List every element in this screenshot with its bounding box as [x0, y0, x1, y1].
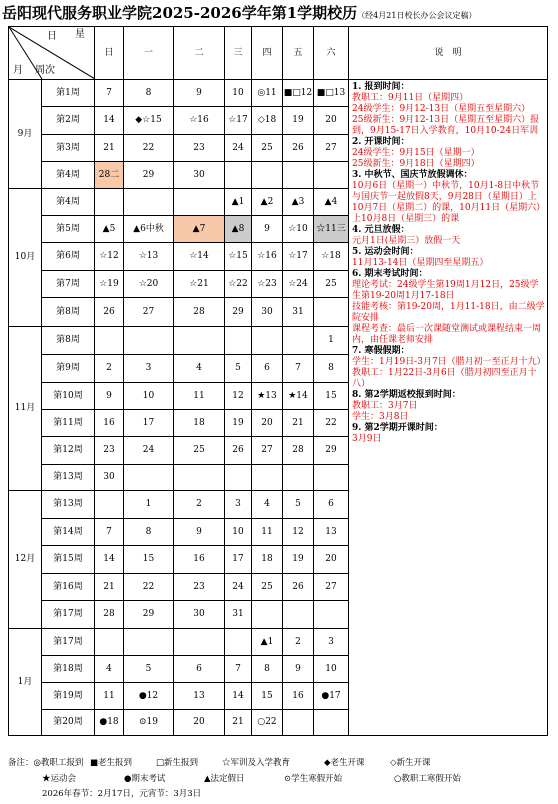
header-day-mon: 一 — [124, 27, 174, 80]
week-label: 第5周 — [42, 216, 95, 243]
day-cell — [283, 710, 314, 736]
day-cell: 10 — [225, 80, 252, 107]
day-cell: 3 — [225, 491, 252, 519]
day-cell: ☆20 — [124, 271, 174, 298]
day-cell: 21 — [95, 135, 124, 162]
calendar-table — [8, 26, 548, 736]
week-label: 第15周 — [42, 546, 95, 574]
day-cell: 29 — [225, 298, 252, 327]
day-cell: ☆16 — [252, 243, 283, 271]
day-cell — [174, 327, 225, 355]
day-cell: 30 — [174, 601, 225, 629]
week-label: 第2周 — [42, 107, 95, 135]
note-line: 10月6日（星期一）中秋节，10月1-8日中秋节与国庆节一起放假8天，9月28日（星期日）上10月7日（星期二）的课，10月11日（星期六）上10月8日（星期三）的课 — [352, 181, 541, 224]
day-cell: 28 — [95, 601, 124, 629]
day-cell: 6 — [252, 355, 283, 383]
day-cell: 9 — [95, 383, 124, 410]
month-label: 10月 — [9, 189, 42, 327]
legend-item: □新生报到 — [156, 758, 199, 768]
day-cell: ☆13 — [124, 243, 174, 271]
day-cell: 25 — [174, 437, 225, 465]
day-cell: ☆21 — [174, 271, 225, 298]
day-cell: ☆19 — [95, 271, 124, 298]
week-label: 第9周 — [42, 355, 95, 383]
day-cell — [314, 601, 349, 629]
legend-row-2 — [8, 772, 553, 788]
day-cell: 12 — [283, 519, 314, 546]
day-cell: 14 — [95, 107, 124, 135]
day-cell: 29 — [124, 162, 174, 189]
week-label: 第17周 — [42, 601, 95, 629]
day-cell: 9 — [174, 519, 225, 546]
day-cell: 31 — [283, 298, 314, 327]
day-cell: ▲2 — [252, 189, 283, 216]
day-cell: 6 — [174, 656, 225, 683]
day-cell: 22 — [124, 135, 174, 162]
day-cell: 25 — [314, 271, 349, 298]
day-cell: ☆10 — [283, 216, 314, 243]
diagonal-header-cell — [9, 27, 95, 80]
day-cell: 8 — [124, 80, 174, 107]
header-day-wed: 三 — [225, 27, 252, 80]
day-cell — [283, 465, 314, 491]
day-cell: ☆24 — [283, 271, 314, 298]
day-cell: ☆15 — [225, 243, 252, 271]
week-label: 第19周 — [42, 683, 95, 710]
day-cell: 21 — [225, 710, 252, 736]
day-cell: 30 — [95, 465, 124, 491]
day-cell: 23 — [95, 437, 124, 465]
day-cell: 22 — [124, 574, 174, 601]
day-cell: 11 — [252, 519, 283, 546]
day-cell: 27 — [314, 135, 349, 162]
day-cell — [283, 162, 314, 189]
day-cell — [225, 327, 252, 355]
header-day-sun: 日 — [95, 27, 124, 80]
day-cell: 28 — [174, 298, 225, 327]
note-line: 25级新生：9月18日（星期四） — [352, 159, 480, 169]
week-label: 第10周 — [42, 383, 95, 410]
note-line: 教职工：9月11日（星期四） — [352, 93, 469, 103]
header-yue: 月 — [13, 65, 23, 76]
day-cell — [95, 327, 124, 355]
title-text: 岳阳现代服务职业学院2025-2026学年第1学期校历 — [2, 4, 358, 22]
week-label: 第20周 — [42, 710, 95, 736]
day-cell: ■□13 — [314, 80, 349, 107]
day-cell: 25 — [252, 135, 283, 162]
day-cell: 11 — [95, 683, 124, 710]
day-cell: 20 — [174, 710, 225, 736]
header-xing: 星 — [75, 29, 85, 40]
day-cell: 4 — [95, 656, 124, 683]
day-cell: 14 — [95, 546, 124, 574]
day-cell — [174, 465, 225, 491]
day-cell: ◇18 — [252, 107, 283, 135]
day-cell: ●18 — [95, 710, 124, 736]
day-cell: ▲7 — [174, 216, 225, 243]
day-cell: 9 — [283, 656, 314, 683]
note-line: 学生：3月8日 — [352, 412, 409, 422]
day-cell — [124, 327, 174, 355]
note-line: 元月1日(星期三）放假一天 — [352, 236, 461, 246]
day-cell: ☆12 — [95, 243, 124, 271]
day-cell: 25 — [252, 574, 283, 601]
legend-item: ●期末考试 — [124, 773, 166, 784]
week-label: 第17周 — [42, 629, 95, 656]
day-cell — [124, 629, 174, 656]
day-cell: 2 — [95, 355, 124, 383]
note-line: 课程考查：最后一次课随堂测试或课程结束一周内，由任课老师安排 — [352, 324, 542, 345]
day-cell: 20 — [314, 546, 349, 574]
day-cell — [95, 491, 124, 519]
legend-row-1 — [8, 756, 553, 772]
day-cell: ★13 — [252, 383, 283, 410]
legend-item: ★运动会 — [42, 773, 77, 784]
day-cell: 3 — [314, 629, 349, 656]
day-cell — [252, 465, 283, 491]
day-cell: 11 — [174, 383, 225, 410]
note-line: 24级学生：9月15日（星期一） — [352, 148, 480, 158]
day-cell: ▲6中秋 — [124, 216, 174, 243]
day-cell: ☆17 — [283, 243, 314, 271]
week-label: 第16周 — [42, 574, 95, 601]
header-day-sat: 六 — [314, 27, 349, 80]
legend — [8, 756, 553, 803]
day-cell: 28 — [283, 437, 314, 465]
week-label: 第18周 — [42, 656, 95, 683]
day-cell: 10 — [225, 519, 252, 546]
day-cell — [252, 601, 283, 629]
day-cell: 20 — [314, 107, 349, 135]
day-cell: 23 — [174, 574, 225, 601]
day-cell: ●12 — [124, 683, 174, 710]
header-notes: 说 明 — [349, 27, 548, 80]
day-cell: 26 — [283, 135, 314, 162]
day-cell — [225, 629, 252, 656]
week-label: 第14周 — [42, 519, 95, 546]
legend-item: ⊙学生寒假开始 — [284, 773, 343, 784]
day-cell: ☆23 — [252, 271, 283, 298]
day-cell: ◎11 — [252, 80, 283, 107]
day-cell: ▲4 — [314, 189, 349, 216]
day-cell: 7 — [95, 519, 124, 546]
week-label: 第12周 — [42, 437, 95, 465]
page-title — [0, 0, 558, 26]
day-cell: 30 — [252, 298, 283, 327]
note-line: 24级学生：9月12-13日（星期五至星期六） — [352, 104, 531, 114]
note-line: 2. 开课时间： — [352, 137, 410, 147]
day-cell: ■□12 — [283, 80, 314, 107]
note-line: 理论考试：24级学生第19周1月12日，25级学生第19-20周1月17-18日 — [352, 280, 539, 301]
day-cell: 4 — [174, 355, 225, 383]
day-cell — [283, 327, 314, 355]
day-cell: ⊙19 — [124, 710, 174, 736]
week-label: 第4周 — [42, 189, 95, 216]
week-label: 第1周 — [42, 80, 95, 107]
note-line: 11月13-14日（星期四至星期五） — [352, 258, 489, 268]
day-cell: 9 — [252, 216, 283, 243]
legend-item: ◇新生开课 — [390, 758, 431, 768]
note-line: 8. 第2学期返校报到时间： — [352, 390, 461, 400]
header-day-thu: 四 — [252, 27, 283, 80]
day-cell: 20 — [252, 410, 283, 437]
day-cell: 8 — [314, 355, 349, 383]
day-cell: 29 — [314, 437, 349, 465]
week-label: 第4周 — [42, 162, 95, 189]
day-cell: 15 — [124, 546, 174, 574]
day-cell: ★14 — [283, 383, 314, 410]
note-line: 技能考核：第19-20周，1月11-18日，由二级学院安排 — [352, 302, 545, 323]
day-cell: 2 — [283, 629, 314, 656]
day-cell: 17 — [124, 410, 174, 437]
day-cell: 8 — [252, 656, 283, 683]
day-cell — [252, 327, 283, 355]
day-cell — [95, 629, 124, 656]
day-cell: 27 — [252, 437, 283, 465]
day-cell: ☆22 — [225, 271, 252, 298]
day-cell: 29 — [124, 601, 174, 629]
day-cell: ▲3 — [283, 189, 314, 216]
day-cell: ◆☆15 — [124, 107, 174, 135]
note-line: 6. 期末考试时间： — [352, 269, 428, 279]
day-cell: 6 — [314, 491, 349, 519]
note-line: 1. 报到时间： — [352, 82, 410, 92]
day-cell: 13 — [174, 683, 225, 710]
day-cell: 16 — [95, 410, 124, 437]
day-cell: 24 — [225, 135, 252, 162]
day-cell: 8 — [124, 519, 174, 546]
day-cell: 14 — [225, 683, 252, 710]
day-cell: 27 — [124, 298, 174, 327]
day-cell: 19 — [225, 410, 252, 437]
day-cell: ☆14 — [174, 243, 225, 271]
day-cell: 19 — [283, 546, 314, 574]
day-cell: 19 — [283, 107, 314, 135]
day-cell: ○22 — [252, 710, 283, 736]
day-cell: 30 — [174, 162, 225, 189]
day-cell: 26 — [95, 298, 124, 327]
day-cell: ▲1 — [252, 629, 283, 656]
day-cell — [225, 162, 252, 189]
day-cell: 24 — [225, 574, 252, 601]
legend-item: 备注：◎教职工报到 — [8, 758, 84, 768]
week-label: 第6周 — [42, 243, 95, 271]
note-line: 教职工：3月7日 — [352, 401, 418, 411]
day-cell: 1 — [314, 327, 349, 355]
title-note: （经4月21日校长办公会议定稿） — [357, 11, 477, 20]
header-ri: 日 — [47, 31, 57, 42]
day-cell — [95, 189, 124, 216]
day-cell: ▲8 — [225, 216, 252, 243]
day-cell — [314, 710, 349, 736]
day-cell: 1 — [124, 491, 174, 519]
header-zhouci: 周次 — [35, 65, 55, 76]
day-cell — [174, 629, 225, 656]
week-label: 第11周 — [42, 410, 95, 437]
day-cell: 7 — [225, 656, 252, 683]
month-label: 11月 — [9, 327, 42, 491]
day-cell: 13 — [314, 519, 349, 546]
day-cell: ☆18 — [314, 243, 349, 271]
day-cell: 3 — [124, 355, 174, 383]
day-cell — [314, 465, 349, 491]
note-line: 3月9日 — [352, 434, 382, 444]
day-cell: ☆17 — [225, 107, 252, 135]
day-cell: 26 — [283, 574, 314, 601]
day-cell: 10 — [314, 656, 349, 683]
day-cell: ▲5 — [95, 216, 124, 243]
legend-row-3: 2026年春节：2月17日，元宵节：3月3日 — [42, 789, 202, 799]
note-line: 教职工：1月22日-3月6日（腊月初四至正月十八） — [352, 368, 537, 389]
day-cell: 27 — [314, 574, 349, 601]
month-label: 1月 — [9, 629, 42, 736]
day-cell: 9 — [174, 80, 225, 107]
note-line: 9. 第2学期开课时间： — [352, 423, 443, 433]
week-label: 第7周 — [42, 271, 95, 298]
note-line: 3. 中秋节、国庆节放假调休： — [352, 170, 473, 180]
day-cell: 31 — [225, 601, 252, 629]
day-cell: ●17 — [314, 683, 349, 710]
day-cell: 15 — [314, 383, 349, 410]
week-label: 第13周 — [42, 465, 95, 491]
week-label: 第8周 — [42, 327, 95, 355]
day-cell: 24 — [124, 437, 174, 465]
day-cell: 10 — [124, 383, 174, 410]
day-cell: 16 — [174, 546, 225, 574]
day-cell: 21 — [283, 410, 314, 437]
day-cell: 12 — [225, 383, 252, 410]
day-cell: 5 — [124, 656, 174, 683]
day-cell: 26 — [225, 437, 252, 465]
note-line: 学生：1月19日-3月7日（腊月初一至正月十九） — [352, 357, 546, 367]
day-cell: 15 — [252, 683, 283, 710]
week-label: 第8周 — [42, 298, 95, 327]
day-cell: 2 — [174, 491, 225, 519]
day-cell: ☆16 — [174, 107, 225, 135]
day-cell: 18 — [174, 410, 225, 437]
week-label: 第13周 — [42, 491, 95, 519]
header-day-tue: 二 — [174, 27, 225, 80]
legend-item: ◆老生开课 — [324, 758, 365, 768]
legend-item: ☆军训及入学教育 — [222, 758, 291, 768]
day-cell: ▲1 — [225, 189, 252, 216]
day-cell: 7 — [283, 355, 314, 383]
day-cell: 22 — [314, 410, 349, 437]
day-cell: ☆11三 — [314, 216, 349, 243]
day-cell: 28二 — [95, 162, 124, 189]
day-cell — [314, 162, 349, 189]
week-label: 第3周 — [42, 135, 95, 162]
day-cell: 4 — [252, 491, 283, 519]
day-cell — [124, 189, 174, 216]
note-line: 5. 运动会时间： — [352, 247, 419, 257]
legend-item: ○教职工寒假开始 — [394, 773, 461, 784]
day-cell — [124, 465, 174, 491]
day-cell: 17 — [225, 546, 252, 574]
week-row — [9, 80, 548, 107]
day-cell — [225, 465, 252, 491]
day-cell — [174, 189, 225, 216]
note-line: 7. 寒假假期： — [352, 346, 410, 356]
note-line: 25级新生：9月12-13日（星期五至星期六）报到，9月15-17日入学教育，10月10-24日军训 — [352, 115, 540, 136]
day-cell — [252, 162, 283, 189]
day-cell — [283, 601, 314, 629]
day-cell: 23 — [174, 135, 225, 162]
day-cell: 7 — [95, 80, 124, 107]
day-cell: 18 — [252, 546, 283, 574]
day-cell: 16 — [283, 683, 314, 710]
day-cell: 5 — [283, 491, 314, 519]
header-day-fri: 五 — [283, 27, 314, 80]
notes-cell — [349, 80, 548, 736]
note-line: 4. 元旦放假： — [352, 225, 410, 235]
month-label: 12月 — [9, 491, 42, 629]
day-cell: 21 — [95, 574, 124, 601]
day-cell — [314, 298, 349, 327]
month-label: 9月 — [9, 80, 42, 189]
legend-item: ■老生报到 — [90, 758, 133, 768]
day-cell: 5 — [225, 355, 252, 383]
legend-item: ▲法定假日 — [204, 773, 245, 784]
